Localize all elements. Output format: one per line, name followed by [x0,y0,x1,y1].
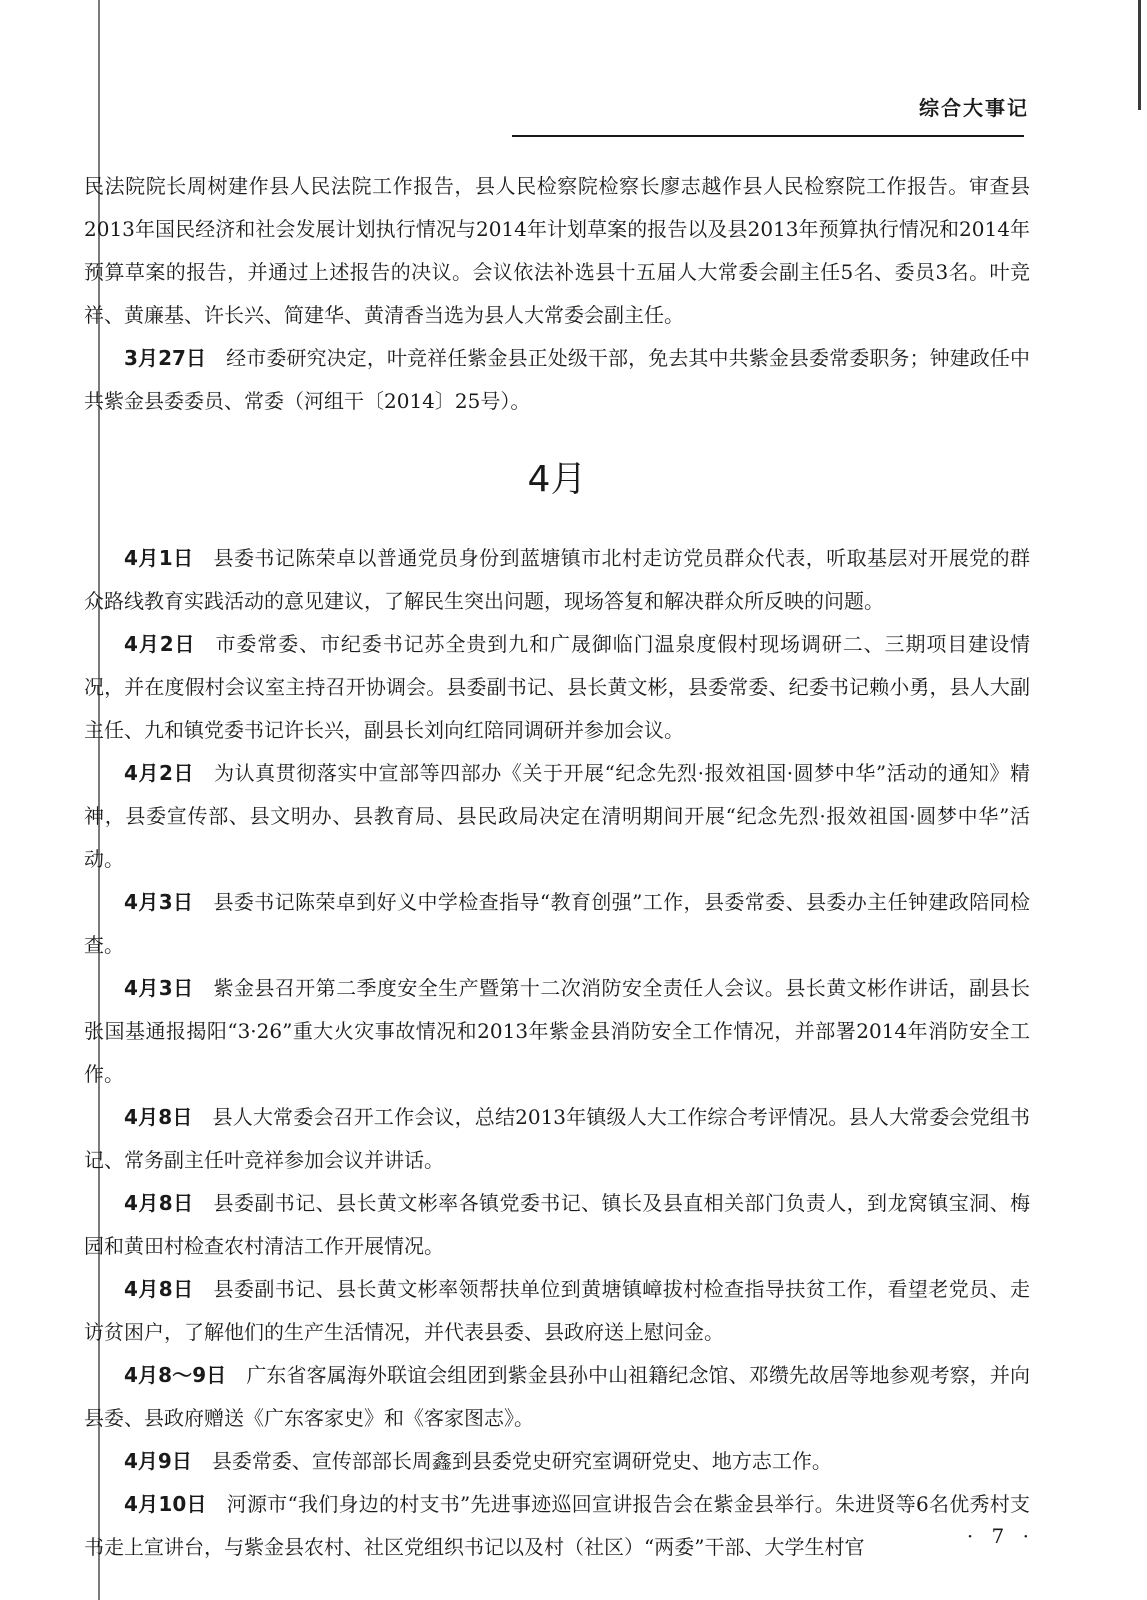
entry-text: 县委副书记、县长黄文彬率领帮扶单位到黄塘镇嶂拔村检查指导扶贫工作，看望老党员、走访贫困户，了解他们的生产生活情况，并代表县委、县政府送上慰问金。 [84,1277,1030,1344]
scan-edge-mark [1138,0,1141,110]
entry-april-8a [84,1096,1030,1182]
entry-date: 4月2日 [124,632,196,656]
page-body [84,165,1030,1569]
entry-text: 县委书记陈荣卓到好义中学检查指导“教育创强”工作，县委常委、县委办主任钟建政陪同检查。 [84,890,1030,957]
entry-april-3a [84,881,1030,967]
entry-text: 广东省客属海外联谊会组团到紫金县孙中山祖籍纪念馆、邓缵先故居等地参观考察，并向县委、县政府赠送《广东客家史》和《客家图志》。 [84,1363,1030,1430]
entry-april-8b [84,1182,1030,1268]
page-number: · 7 · [966,1524,1035,1548]
entry-date: 4月8日 [124,1277,194,1301]
entry-date: 4月3日 [124,890,194,914]
entry-text: 市委常委、市纪委书记苏全贵到九和广晟御临门温泉度假村现场调研二、三期项目建设情况，并在度假村会议室主持召开协调会。县委副书记、县长黄文彬，县委常委、纪委书记赖小勇，县人大副主任、九和镇党委书记许长兴，副县长刘向红陪同调研并参加会议。 [84,632,1030,742]
entry-april-3b [84,967,1030,1096]
entry-date: 3月27日 [124,346,207,370]
entry-text: 紫金县召开第二季度安全生产暨第十二次消防安全责任人会议。县长黄文彬作讲话，副县长张国基通报揭阳“3·26”重大火灾事故情况和2013年紫金县消防安全工作情况，并部署2014年消防安全工作。 [84,976,1030,1086]
lead-paragraph: 民法院院长周树建作县人民法院工作报告，县人民检察院检察长廖志越作县人民检察院工作报告。审查县2013年国民经济和社会发展计划执行情况与2014年计划草案的报告以及县2013年预算执行情况和2014年预算草案的报告，并通过上述报告的决议。会议依法补选县十五届人大常委会副主任5名、委员3名。叶竞祥、黄廉基、许长兴、简建华、黄清香当选为县人大常委会副主任。 [84,174,1030,327]
entry-date: 4月9日 [124,1449,192,1473]
entry-date: 4月8～9日 [124,1363,227,1387]
entry-april-8-9 [84,1354,1030,1440]
running-title: 综合大事记 [919,96,1029,120]
entry-text: 经市委研究决定，叶竞祥任紫金县正处级干部，免去其中共紫金县委常委职务；钟建政任中共紫金县委委员、常委（河组干〔2014〕25号）。 [84,346,1031,413]
entry-date: 4月2日 [124,761,195,785]
entry-date: 4月10日 [124,1492,207,1516]
entry-date: 4月1日 [124,546,194,570]
entry-april-1 [84,537,1030,623]
entry-april-2a [84,623,1030,752]
entry-text: 县委书记陈荣卓以普通党员身份到蓝塘镇市北村走访党员群众代表，听取基层对开展党的群众路线教育实践活动的意见建议，了解民生突出问题，现场答复和解决群众所反映的问题。 [84,546,1030,613]
header-rule [512,135,1024,137]
entry-april-2b [84,752,1030,881]
entry-text: 河源市“我们身边的村支书”先进事迹巡回宣讲报告会在紫金县举行。朱进贤等6名优秀村支书走上宣讲台，与紫金县农村、社区党组织书记以及村（社区）“两委”干部、大学生村官 [84,1492,1030,1559]
entry-march-27 [84,337,1030,423]
entry-date: 4月3日 [124,976,194,1000]
entry-text: 为认真贯彻落实中宣部等四部办《关于开展“纪念先烈·报效祖国·圆梦中华”活动的通知》精神，县委宣传部、县文明办、县教育局、县民政局决定在清明期间开展“纪念先烈·报效祖国·圆梦中华”活动。 [84,761,1030,871]
entry-april-8c [84,1268,1030,1354]
entry-date: 4月8日 [124,1191,194,1215]
entry-text: 县人大常委会召开工作会议，总结2013年镇级人大工作综合考评情况。县人大常委会党组书记、常务副主任叶竞祥参加会议并讲话。 [84,1105,1030,1172]
entry-text: 县委副书记、县长黄文彬率各镇党委书记、镇长及县直相关部门负责人，到龙窝镇宝洞、梅园和黄田村检查农村清洁工作开展情况。 [84,1191,1030,1258]
month-heading: 4月 [527,459,587,500]
entry-text: 县委常委、宣传部部长周鑫到县委党史研究室调研党史、地方志工作。 [211,1449,832,1473]
entry-april-10 [84,1483,1030,1569]
entry-april-9 [84,1440,1030,1483]
entry-date: 4月8日 [124,1105,193,1129]
